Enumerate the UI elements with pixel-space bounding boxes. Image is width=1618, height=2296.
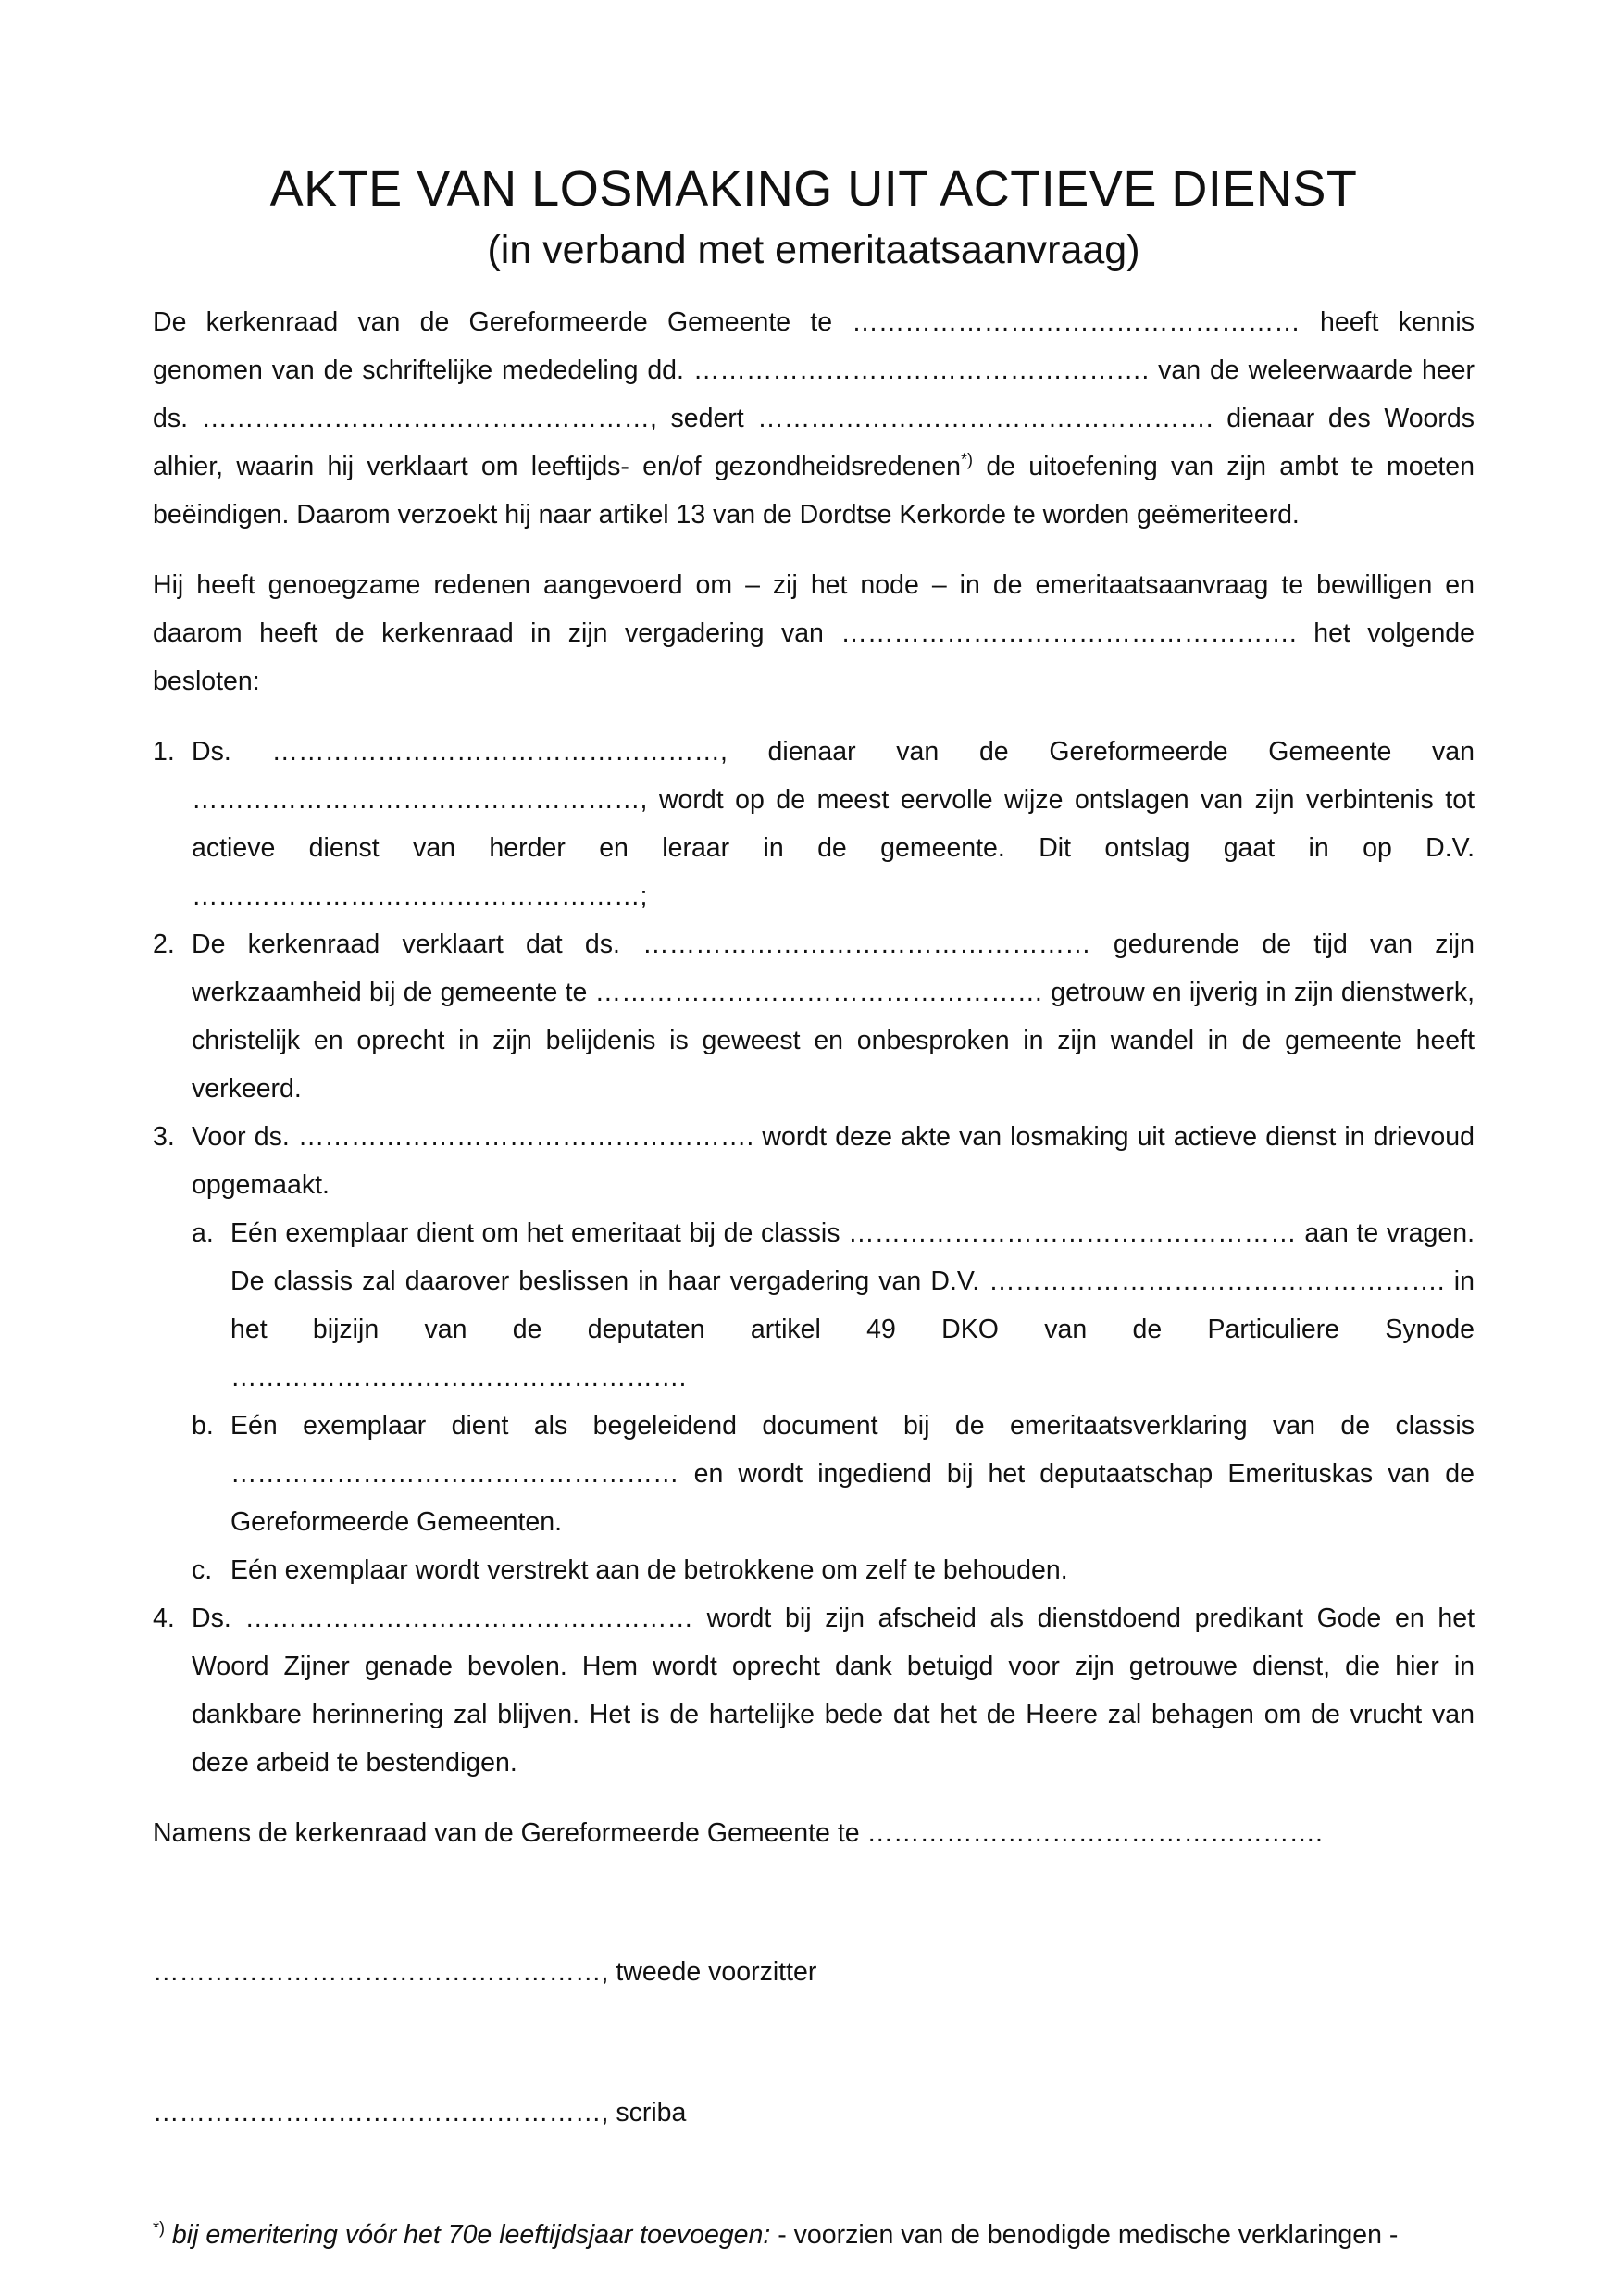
list-item-text: Ds. …………………………………………… wordt bij zijn afscheid als dienstdoend predikant Gode en het Woord Zijner genade bevolen. Hem wordt oprecht dank betuigd voor zijn getrouwe dienst, die hier in dankbare herinnering zal blijven. Het is de hartelijke bede dat het de Heere zal behagen om de vrucht van deze arbeid te bestendigen. (192, 1603, 1475, 1778)
list-item (153, 1113, 1475, 1594)
list-item (153, 728, 1475, 920)
footnote-italic-text: bij emeritering vóór het 70e leeftijdsjaar toevoegen: (165, 2220, 771, 2250)
list-item-number: 3. (153, 1122, 175, 1152)
decision-paragraph: Hij heeft genoegzame redenen aangevoerd om – zij het node – in de emeritaatsaanvraag te bewilligen en daarom heeft de kerkenraad in zijn vergadering van ……………………………………………. het volgende besloten: (153, 570, 1475, 696)
decision-list (153, 728, 1475, 1787)
document-title: AKTE VAN LOSMAKING UIT ACTIEVE DIENST (269, 161, 1358, 217)
footnote (153, 2216, 1475, 2253)
closing-line: Namens de kerkenraad van de Gereformeerde Gemeente te ……………………………………………. (153, 1818, 1323, 1848)
sublist-item (192, 1209, 1475, 1402)
footnote-marker: *) (961, 450, 974, 469)
list-item (153, 920, 1475, 1113)
sublist-item-text: Eén exemplaar dient om het emeritaat bij de classis …………………………………………… aan te vragen. De classis zal daarover beslissen in haar vergadering van D.V. ……………………………………………. in het bijzijn van de deputaten artikel 49 DKO van de Particuliere Synode ……………………………………………. (230, 1218, 1475, 1392)
intro-text: De kerkenraad van de Gereformeerde Gemeente te …………………………………………… heeft kennis genomen van de schriftelijke mededeling dd. ……………………………………………. van de weleerwaarde heer ds. ……………………………………………, sedert ……………………………………………. dienaar des Woords alhier, waarin hij verklaart om leeftijds- en/of gezondheidsredenen (153, 307, 1475, 481)
list-item-number: 2. (153, 930, 175, 959)
document-subtitle: (in verband met emeritaatsaanvraag) (487, 228, 1140, 272)
document-body (153, 298, 1475, 2253)
sublist-item-letter: b. (192, 1411, 214, 1441)
sublist-item-letter: a. (192, 1218, 214, 1248)
signature-block (153, 1948, 1475, 2137)
sublist-item-text: Eén exemplaar wordt verstrekt aan de betrokkene om zelf te behouden. (230, 1555, 1068, 1585)
list-item-number: 4. (153, 1603, 175, 1633)
list-item-text: De kerkenraad verklaart dat ds. …………………………………………… gedurende de tijd van zijn werkzaamheid bij de gemeente te …………………………………………… getrouw en ijverig in zijn dienstwerk, christelijk en oprecht in zijn belijdenis is geweest en onbesproken in zijn wandel in de gemeente heeft verkeerd. (192, 930, 1475, 1104)
sublist-item (192, 1546, 1475, 1594)
list-item-number: 1. (153, 737, 175, 767)
copies-sublist (192, 1209, 1475, 1594)
document-page (153, 156, 1475, 2253)
list-item-text: Ds. ……………………………………………, dienaar van de Gereformeerde Gemeente van ……………………………………………, wordt op de meest eervolle wijze ontslagen van zijn verbintenis tot actieve dienst van herder en leraar in de gemeente. Dit ontslag gaat in op D.V. ……………………………………………; (192, 737, 1475, 911)
sublist-item-letter: c. (192, 1555, 213, 1585)
intro-paragraph (153, 298, 1475, 539)
signature-second-chair: ……………………………………………, tweede voorzitter (153, 1957, 817, 1987)
intro-text-continued: de uitoefening van zijn ambt te moeten beëindigen. Daarom verzoekt hij naar artikel 13 van de Dordtse Kerkorde te worden geëmeriteerd. (153, 452, 1475, 530)
footnote-marker: *) (153, 2218, 165, 2238)
list-item (153, 1594, 1475, 1787)
list-item-text: Voor ds. ……………………………………………. wordt deze akte van losmaking uit actieve dienst in drievoud opgemaakt. (192, 1122, 1475, 1200)
sublist-item-text: Eén exemplaar dient als begeleidend document bij de emeritaatsverklaring van de classis …………………………………………… en wordt ingediend bij het deputaatschap Emerituskas van de Gereformeerde Gemeenten. (230, 1411, 1475, 1537)
sublist-item (192, 1402, 1475, 1546)
footnote-text: - voorzien van de benodigde medische verklaringen - (770, 2220, 1399, 2250)
signature-scribe: ……………………………………………, scriba (153, 2098, 687, 2128)
